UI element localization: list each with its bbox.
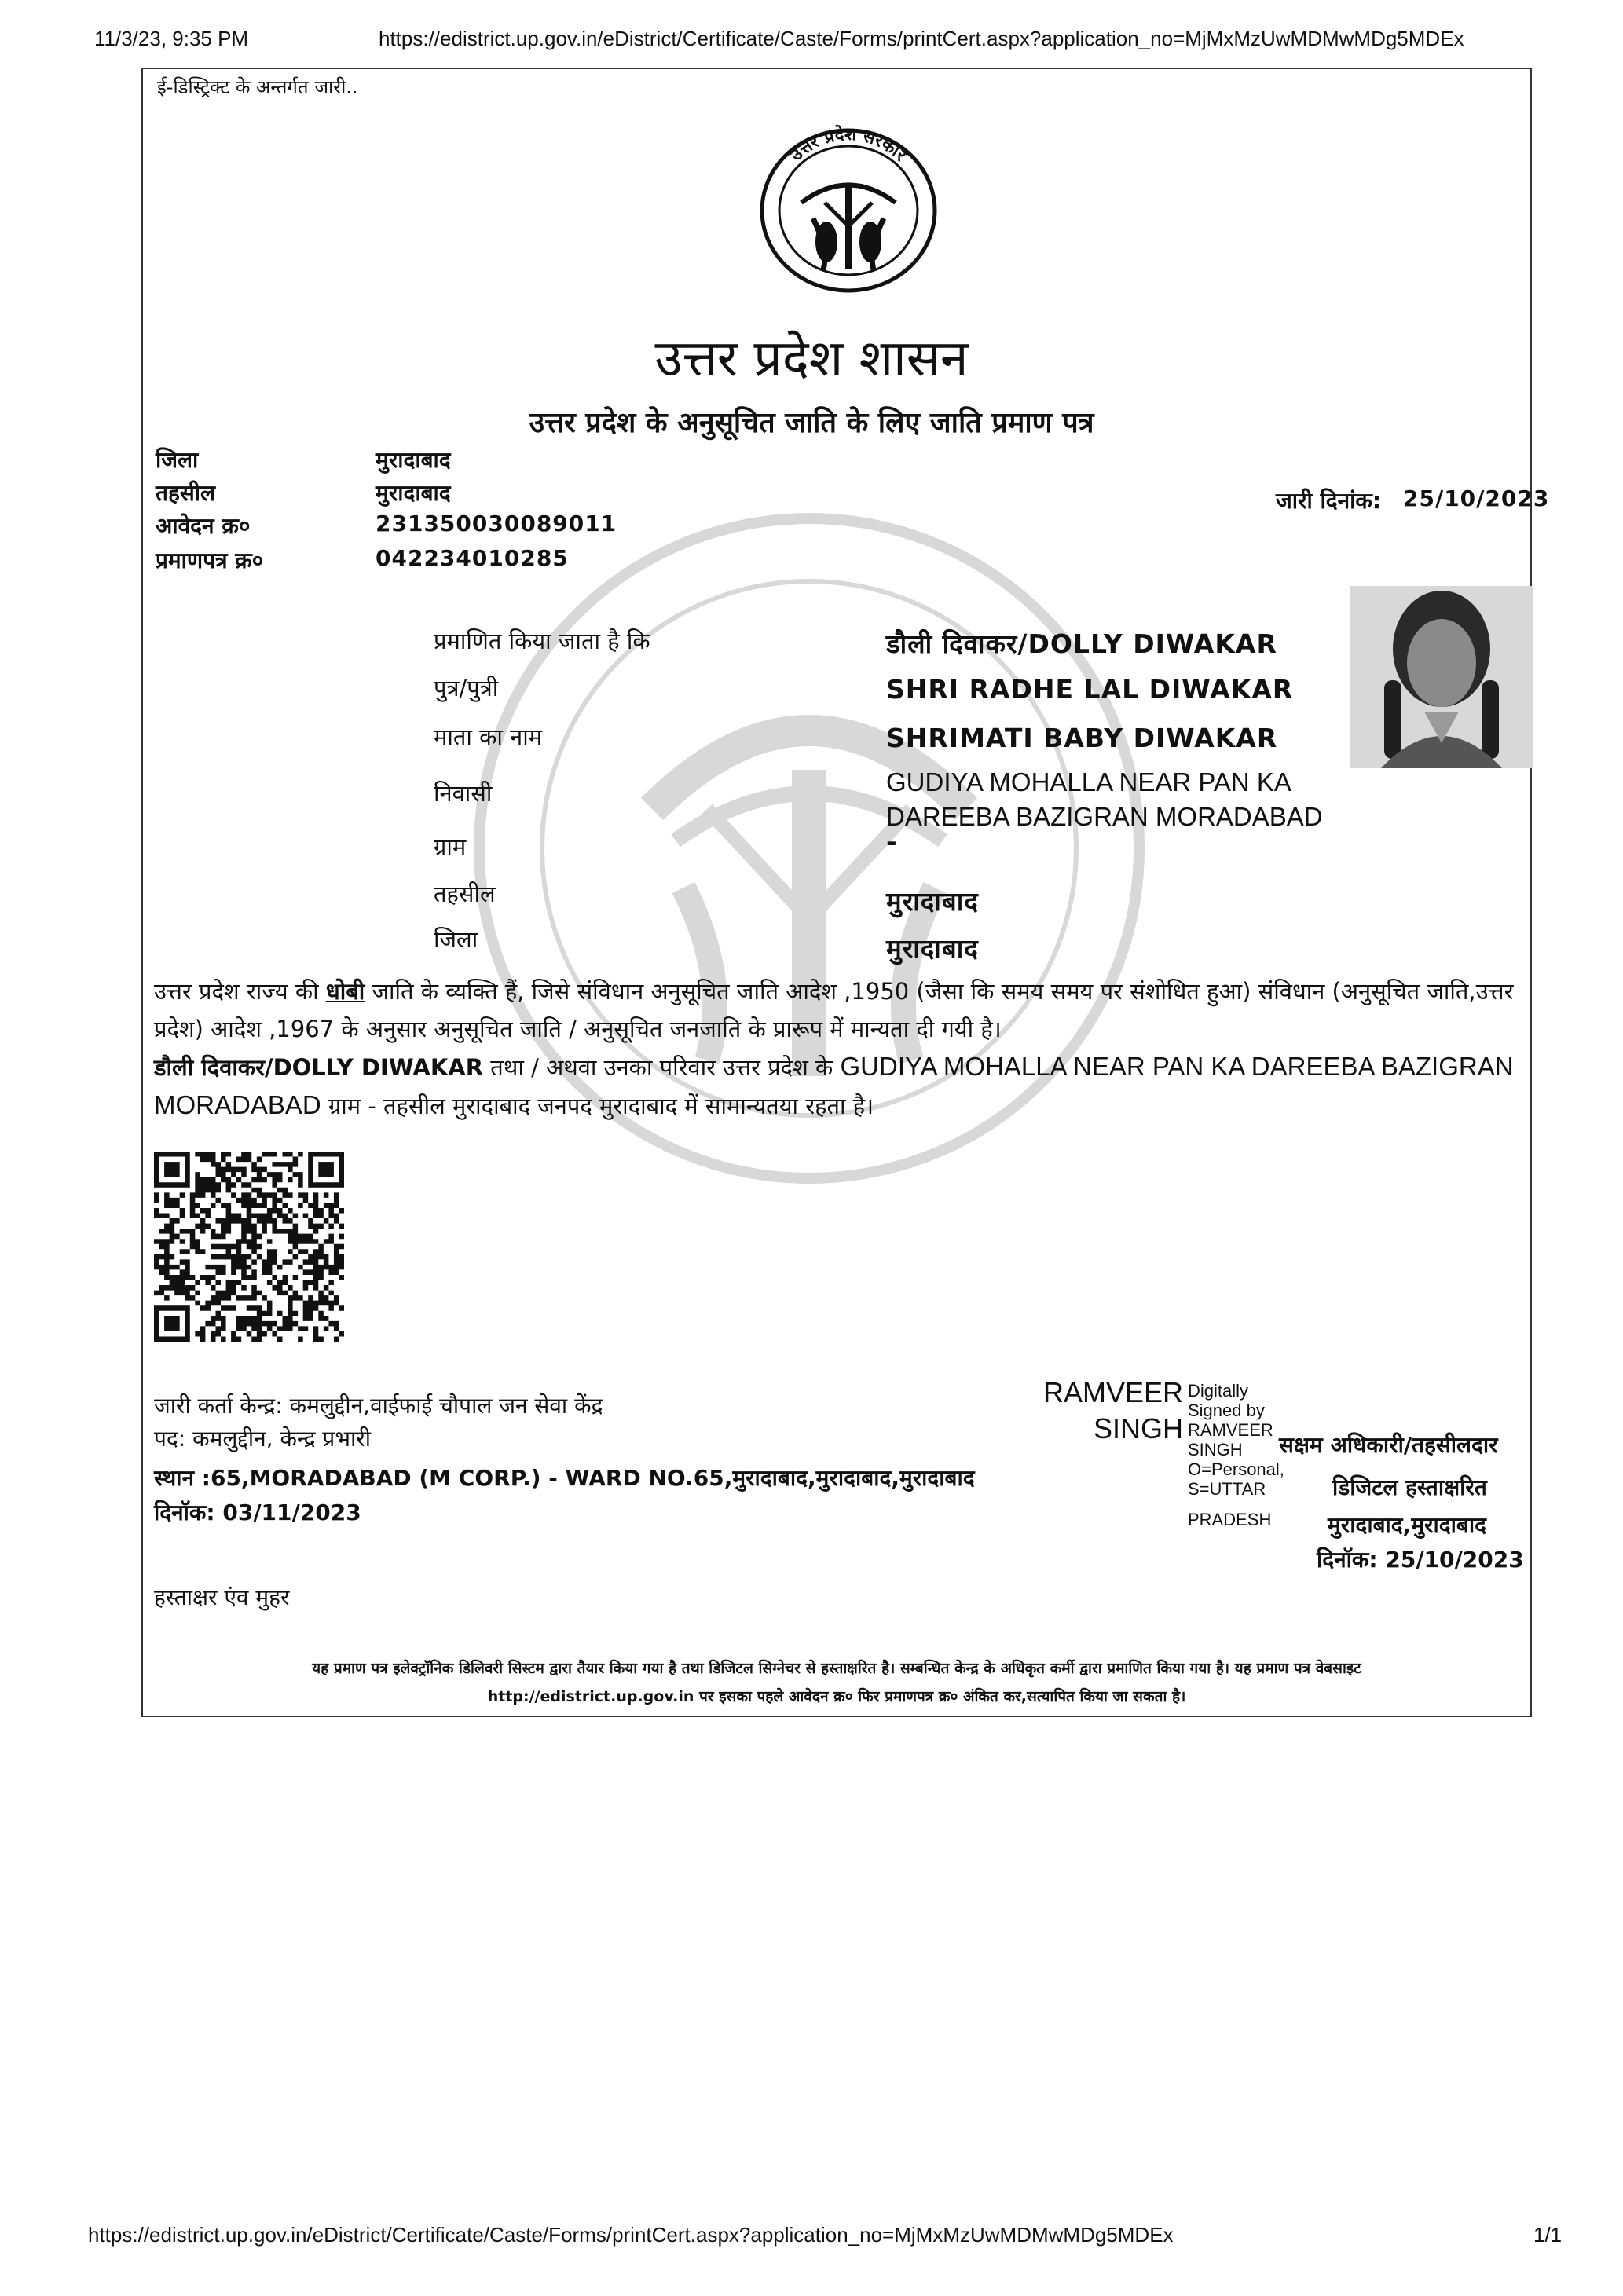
digital-sign-line: Digitally [1188, 1381, 1249, 1401]
caste-name: धोबी [325, 978, 365, 1005]
resident-address-line1: GUDIYA MOHALLA NEAR PAN KA [886, 767, 1291, 796]
issuer-post: पद: कमलुद्दीन, केन्द्र प्रभारी [154, 1426, 371, 1452]
footer-url[interactable]: https://edistrict.up.gov.in/eDistrict/Certificate/Caste/Forms/printCert.aspx?application_no=MjMxMzUwMDMwMDg5MDEx [88, 2223, 1174, 2247]
digitally-signed-text: डिजिटल हस्ताक्षरित [1332, 1474, 1487, 1500]
certificate-number-value: 042234010285 [376, 545, 569, 571]
digital-sign-line: S=UTTAR [1188, 1479, 1266, 1499]
digital-sign-line: SINGH [1188, 1440, 1243, 1459]
mother-name-label: माता का नाम [434, 723, 543, 750]
village-label: ग्राम [434, 833, 467, 860]
caste-paragraph-part1: उत्तर प्रदेश राज्य की [154, 978, 326, 1005]
residence-paragraph-part1: तथा / अथवा उनका परिवार उत्तर प्रदेश के [483, 1054, 841, 1081]
son-daughter-label: पुत्र/पुत्री [434, 675, 499, 701]
qr-finder-pattern [154, 1152, 190, 1188]
print-url[interactable]: https://edistrict.up.gov.in/eDistrict/Certificate/Caste/Forms/printCert.aspx?application_no=MjMxMzUwMDMwMDg5MDEx [379, 27, 1464, 50]
certificate-subtitle: उत्तर प्रदेश के अनुसूचित जाति के लिए जाति प्रमाण पत्र [529, 407, 1094, 439]
tehsil-row-label: तहसील [434, 881, 496, 907]
issued-under-text: ई-डिस्ट्रिक्ट के अन्तर्गत जारी.. [157, 76, 358, 98]
district-value: मुरादाबाद [376, 447, 451, 473]
page-number: 1/1 [1533, 2223, 1563, 2247]
applicant-name-value: डौली दिवाकर/DOLLY DIWAKAR [886, 628, 1277, 659]
father-name-value: SHRI RADHE LAL DIWAKAR [886, 674, 1294, 705]
qr-finder-pattern [308, 1152, 344, 1188]
issuing-center: जारी कर्ता केन्द्र: कमलुद्दीन,वाईफाई चौपाल जन सेवा केंद्र [154, 1393, 603, 1419]
footnote-line1: यह प्रमाण पत्र इलेक्ट्रॉनिक डिलिवरी सिस्टम द्वारा तैयार किया गया है तथा डिजिटल सिग्नेचर से हस्ताक्षरित है। सम्बन्धित केन्द्र के अधिकृत कर्मी द्वारा प्रमाणित किया गया है। यह प्रमाण पत्र वेबसाइट [312, 1660, 1361, 1677]
officer-designation: सक्षम अधिकारी/तहसीलदार [1279, 1432, 1498, 1458]
signer-place: मुरादाबाद,मुरादाबाद [1328, 1512, 1486, 1538]
certificate-number-label: प्रमाणपत्र क्र० [156, 547, 264, 573]
district-row-label: जिला [434, 926, 478, 953]
print-datetime: 11/3/23, 9:35 PM [94, 27, 249, 50]
signature-date: दिनॉक: 25/10/2023 [1317, 1547, 1524, 1573]
caste-declaration-paragraph [154, 972, 1560, 1048]
footnote-line2: http://edistrict.up.gov.in पर इसका पहले आवेदन क्र० फिर प्रमाणपत्र क्र० अंकित कर,सत्यापित किया जा सकता है। [487, 1688, 1186, 1705]
sign-and-seal-label: हस्ताक्षर एंव मुहर [154, 1584, 290, 1610]
mother-name-value: SHRIMATI BABY DIWAKAR [886, 723, 1278, 753]
residence-address: GUDIYA MOHALLA NEAR PAN KA DAREEBA BAZIGRAN MORADABAD [154, 1052, 1514, 1119]
up-government-emblem-icon [754, 124, 943, 297]
tehsil-value: मुरादाबाद [376, 480, 451, 506]
digital-sign-line: PRADESH [1188, 1510, 1272, 1529]
district-label: जिला [156, 447, 199, 473]
residence-paragraph-part2: ग्राम - तहसील मुरादाबाद जनपद मुरादाबाद में सामान्यतया रहता है। [321, 1093, 874, 1119]
tehsil-label: तहसील [156, 480, 215, 506]
application-number-value: 231350030089011 [376, 511, 617, 536]
certified-that-label: प्रमाणित किया जाता है कि [434, 628, 650, 654]
tehsil-row-value: मुरादाबाद [886, 886, 979, 917]
issuer-place: स्थान :65,MORADABAD (M CORP.) - WARD NO.65,मुरादाबाद,मुरादाबाद,मुरादाबाद [154, 1465, 975, 1491]
village-value: - [886, 826, 898, 857]
application-number-label: आवेदन क्र० [156, 513, 251, 539]
verification-qr-code [154, 1152, 344, 1342]
digital-sign-line: RAMVEER [1188, 1420, 1273, 1440]
issuer-date: दिनॉक: 03/11/2023 [154, 1500, 361, 1525]
digital-sign-line: O=Personal, [1188, 1459, 1284, 1479]
signer-name-line2: SINGH [1093, 1412, 1183, 1445]
caste-paragraph-part2: जाति के व्यक्ति हैं, जिसे संविधान अनुसूचित जाति आदेश ,1950 (जैसा कि समय समय पर संशोधित हुआ) संविधान (अनुसूचित जाति,उत्तर प्रदेश) आदेश ,1967 के अनुसार अनुसूचित जाति / अनुसूचित जनजाति के प्रारूप में मान्यता दी गयी है। [154, 978, 1514, 1042]
issue-date-label: जारी दिनांक: [1276, 488, 1382, 514]
applicant-photo-icon [1350, 586, 1533, 768]
emblem-arc-text: उत्तर प्रदेश सरकार [786, 124, 910, 166]
residence-applicant-name: डौली दिवाकर/DOLLY DIWAKAR [154, 1054, 484, 1081]
district-row-value: मुरादाबाद [886, 933, 979, 964]
issue-date-value: 25/10/2023 [1403, 485, 1550, 511]
digital-signature-details [1188, 1381, 1284, 1529]
digital-sign-line: Signed by [1188, 1401, 1265, 1420]
qr-finder-pattern [154, 1305, 190, 1342]
signer-name-line1: RAMVEER [1042, 1376, 1183, 1408]
resident-address-line2: DAREEBA BAZIGRAN MORADABAD [886, 802, 1323, 831]
applicant-photo [1350, 586, 1533, 768]
residence-paragraph [154, 1048, 1544, 1125]
certificate-title: उत्तर प्रदेश शासन [654, 330, 969, 388]
resident-label: निवासी [434, 780, 493, 807]
